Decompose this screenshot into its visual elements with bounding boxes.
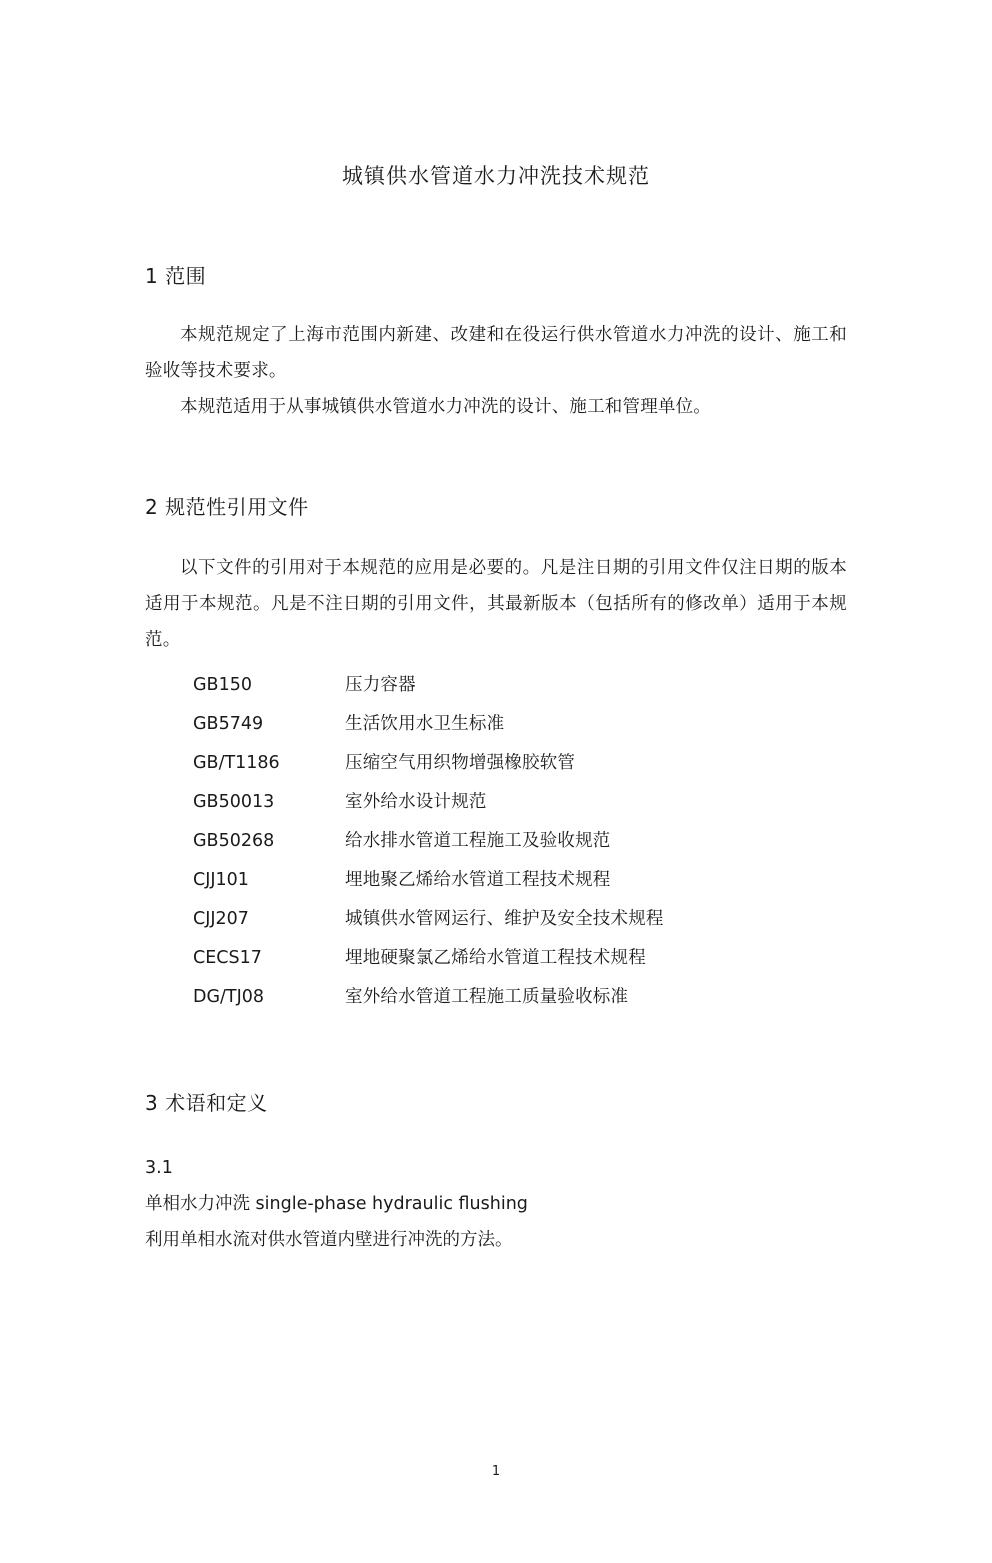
- reference-code: GB150: [193, 675, 252, 695]
- reference-code: GB50268: [193, 831, 275, 851]
- reference-code: GB5749: [193, 714, 264, 734]
- page-title: 城镇供水管道水力冲洗技术规范: [342, 164, 650, 188]
- section-heading-terms: 3 术语和定义: [145, 1091, 268, 1115]
- list-item: [145, 822, 847, 861]
- scope-paragraph-2: 本规范适用于从事城镇供水管道水力冲洗的设计、施工和管理单位。: [180, 397, 711, 417]
- list-item: [145, 705, 847, 744]
- list-item: [145, 744, 847, 783]
- list-item: [145, 861, 847, 900]
- term-definition: 利用单相水流对供水管道内壁进行冲洗的方法。: [145, 1230, 513, 1250]
- reference-code: CECS17: [193, 948, 262, 968]
- term-number: 3.1: [145, 1158, 173, 1178]
- reference-code: GB/T1186: [193, 753, 280, 773]
- document-page: [0, 160, 992, 1563]
- reference-name: 埋地硬聚氯乙烯给水管道工程技术规程: [345, 948, 646, 968]
- reference-code: GB50013: [193, 792, 275, 812]
- term-entry: [145, 1150, 847, 1258]
- reference-name: 室外给水管道工程施工质量验收标准: [345, 987, 629, 1007]
- reference-code: DG/TJ08: [193, 987, 265, 1007]
- reference-code: CJJ207: [193, 909, 249, 929]
- list-item: [145, 939, 847, 978]
- reference-name: 室外给水设计规范: [345, 792, 487, 812]
- page-number: 1: [491, 1464, 501, 1479]
- section-heading-normative-references: 2 规范性引用文件: [145, 495, 309, 519]
- reference-name: 生活饮用水卫生标准: [345, 714, 505, 734]
- normative-references-paragraph: 以下文件的引用对于本规范的应用是必要的。凡是注日期的引用文件仅注日期的版本适用于本规范。凡是不注日期的引用文件，其最新版本（包括所有的修改单）适用于本规范。: [145, 558, 847, 650]
- list-item: [145, 978, 847, 1017]
- term-name: 单相水力冲洗 single-phase hydraulic flushing: [145, 1194, 528, 1214]
- reference-code: CJJ101: [193, 870, 249, 890]
- reference-name: 城镇供水管网运行、维护及安全技术规程: [345, 909, 664, 929]
- section-heading-scope: 1 范围: [145, 264, 207, 288]
- reference-name: 埋地聚乙烯给水管道工程技术规程: [345, 870, 611, 890]
- reference-name: 压力容器: [345, 675, 416, 695]
- list-item: [145, 783, 847, 822]
- list-item: [145, 900, 847, 939]
- reference-name: 给水排水管道工程施工及验收规范: [345, 831, 611, 851]
- scope-paragraph-1: 本规范规定了上海市范围内新建、改建和在役运行供水管道水力冲洗的设计、施工和验收等技术要求。: [145, 325, 847, 381]
- reference-name: 压缩空气用织物增强橡胶软管: [345, 753, 576, 773]
- list-item: [145, 666, 847, 705]
- reference-list: [145, 666, 847, 1017]
